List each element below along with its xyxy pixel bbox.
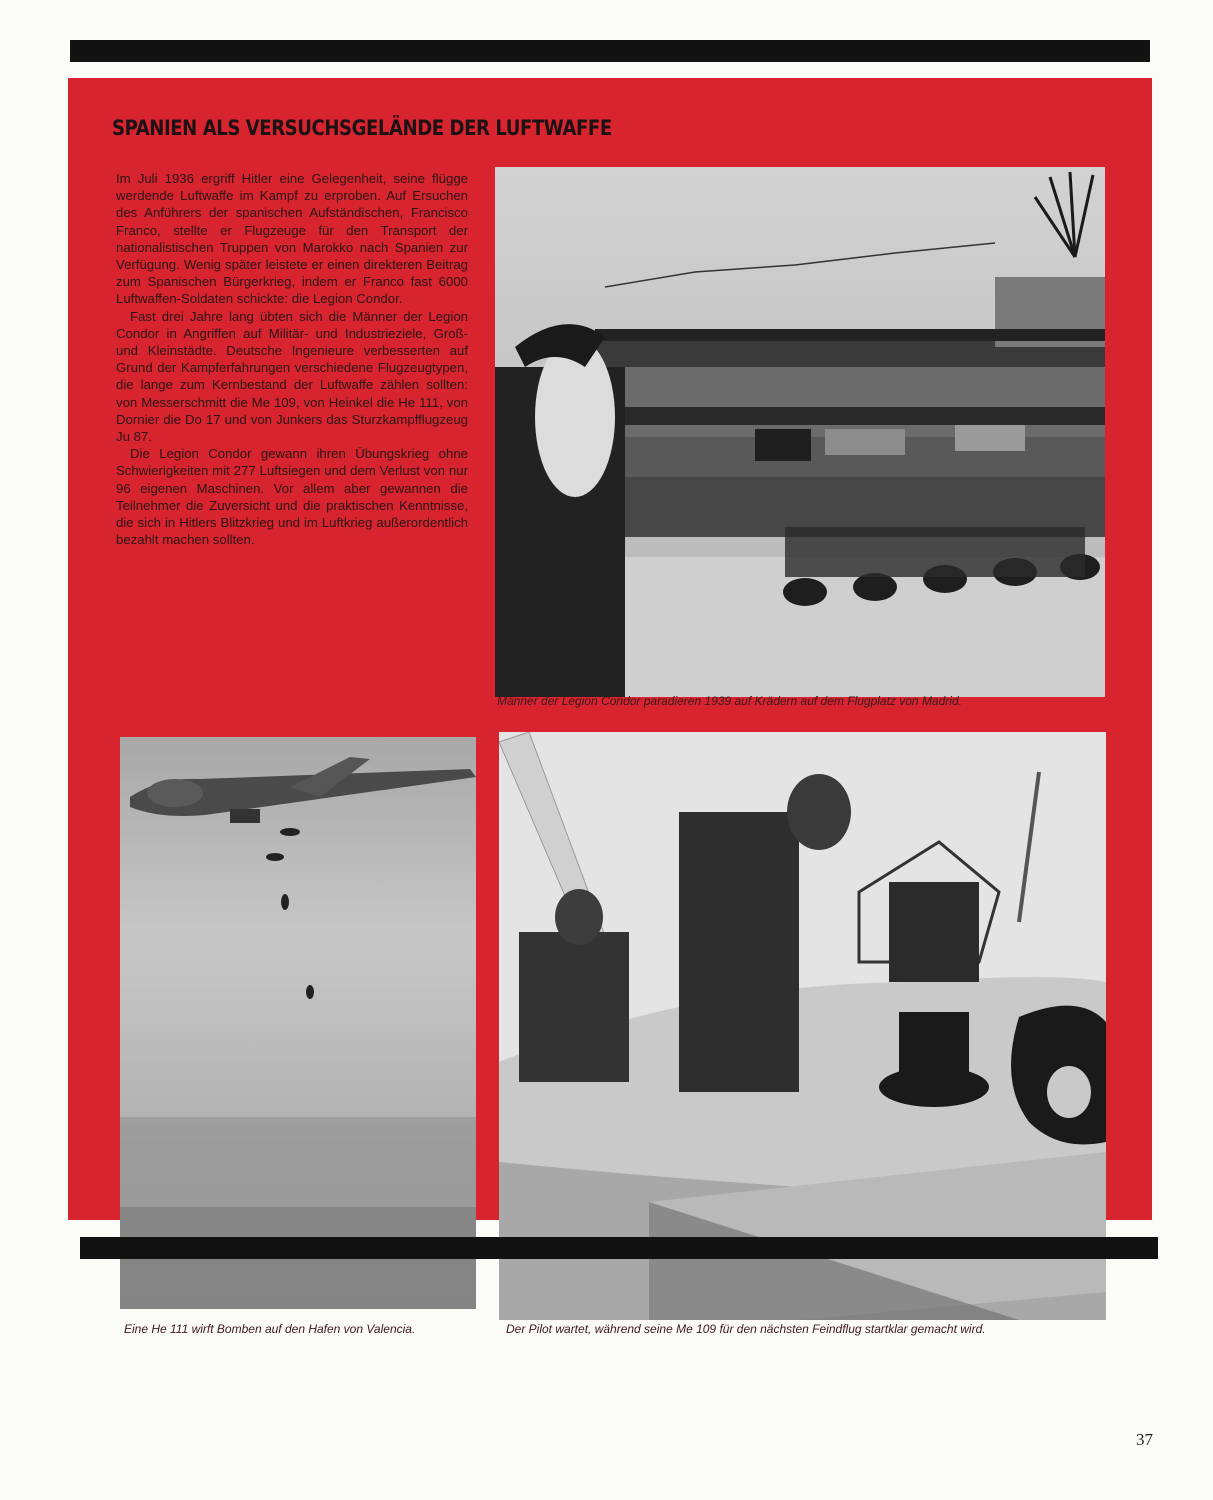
article-paragraph-3: Die Legion Condor gewann ihren Übungskrieg ohne Schwierigkeiten mit 277 Luftsiegen und dem Verlust von nur 96 eigenen Maschinen. Vor allem aber gewannen die Teilnehmer die Zuversicht und die praktischen Kenntnisse, die sich in Hitlers Blitzkrieg und im Luftkrieg außerordentlich bezahlt machen sollten. bbox=[116, 446, 468, 548]
article-paragraph-2: Fast drei Jahre lang übten sich die Männer der Legion Condor in Angriffen auf Militär- und Industrieziele, Groß- und Kleinstädte. Deutsche Ingenieure verbesserten auf Grund der Kampferfahrungen verschiedene Flugzeugtypen, die lange zum Kernbestand der Luftwaffe zählen sollten: von Messerschmitt die Me 109, von Heinkel die He 111, von Dornier die Do 17 und von Junkers das Sturzkampfflugzeug Ju 87. bbox=[116, 308, 468, 445]
red-feature-panel bbox=[68, 78, 1152, 1336]
article-paragraph-1: Im Juli 1936 ergriff Hitler eine Gelegenheit, seine flügge werdende Luftwaffe im Kampf zu erproben. Auf Ersuchen des Anführers der spanischen Aufständischen, Francisco Franco, stellte er Flugzeuge für den Transport der nationalistischen Truppen von Marokko nach Spanien zur Verfügung. Wenig später leistete er einen direkteren Beitrag zum Spanischen Bürgerkrieg, indem er Franco fast 6000 Luftwaffen-Soldaten schickte: die Legion Condor. bbox=[116, 171, 468, 307]
article-headline: SPANIEN ALS VERSUCHSGELÄNDE DER LUFTWAFFE bbox=[112, 116, 612, 140]
bomber-photo-caption: Eine He 111 wirft Bomben auf den Hafen von Valencia. bbox=[124, 1322, 416, 1336]
article-body bbox=[116, 170, 468, 548]
bomber-photo bbox=[120, 737, 476, 1309]
pilot-photo bbox=[499, 732, 1106, 1320]
bottom-rule bbox=[80, 1237, 1158, 1259]
pilot-photo-caption: Der Pilot wartet, während seine Me 109 für den nächsten Feindflug startklar gemacht wird. bbox=[506, 1322, 986, 1336]
page-number: 37 bbox=[1136, 1430, 1153, 1449]
top-rule bbox=[70, 40, 1150, 62]
parade-photo-caption: Männer der Legion Condor paradieren 1939 auf Krädern auf dem Flugplatz von Madrid. bbox=[497, 694, 962, 708]
parade-photo bbox=[495, 167, 1105, 697]
